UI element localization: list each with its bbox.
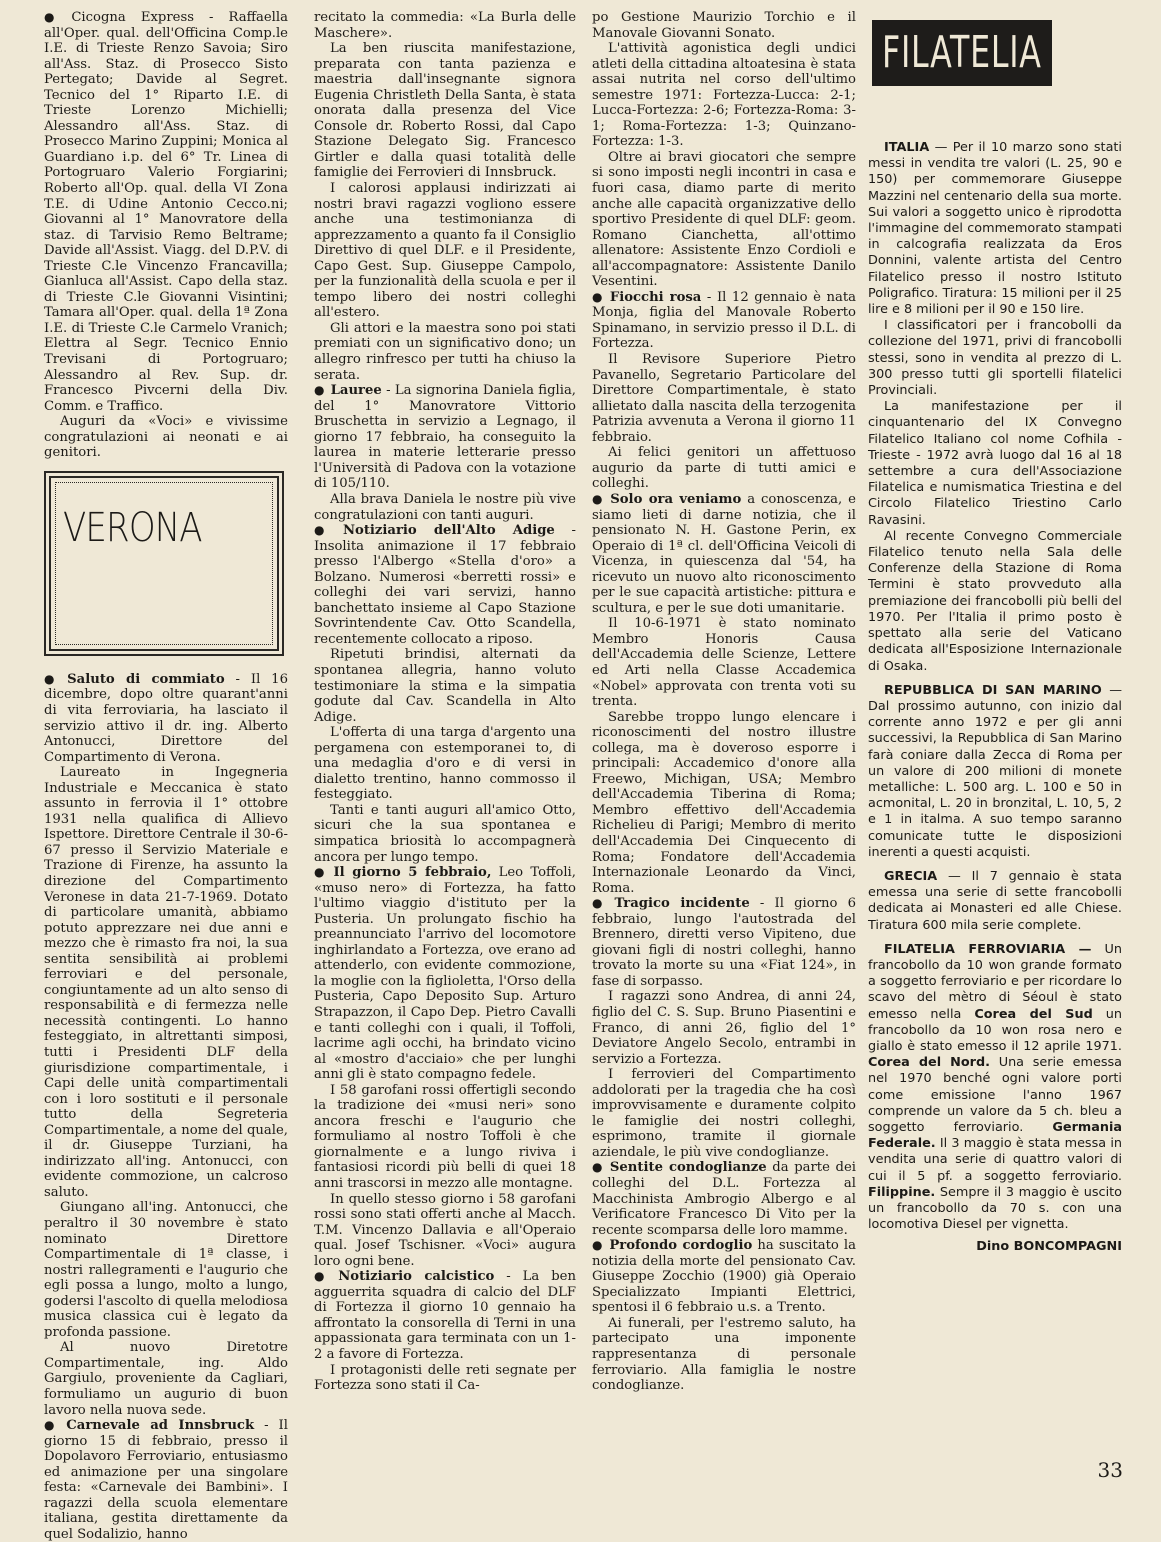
item-heading: Solo ora veniamo — [610, 491, 742, 507]
bullet-icon: ● — [592, 491, 605, 506]
paragraph: I classificatori per i francobolli da collezione del 1971, privi di francobolli stessi, sono in vendita al prezzo di L. 300 presso tutti gli sportelli filatelici Provinciali. — [868, 318, 1122, 399]
paragraph — [44, 10, 288, 414]
paragraph: Auguri da «Voci» e vivissime congratulazioni ai neonati e ai genitori. — [44, 414, 288, 461]
item-heading: Fiocchi rosa — [609, 289, 702, 305]
paragraph — [868, 683, 1122, 861]
paragraph-text: — Il 7 gennaio è stata emessa una serie di sette francobolli dedicata ai Monasteri ed alle Chiese. Tiratura 600 mila serie complete. — [868, 868, 1122, 933]
paragraph-text: a conoscenza, e siamo lieti di darne notizia, che il pensionato N. H. Gastone Perin, ex Operaio di 1ª cl. dell'Officina Veicoli di Vicenza, in quiescenza dal '54, ha ricevuto un nuovo alto riconoscimento per le sue capacità artistiche: pittura e scultura, e per le sue doti umanitarie. — [592, 491, 856, 616]
paragraph — [592, 1160, 856, 1238]
paragraph-text: - Il giorno 15 di febbraio, presso il Dopolavoro Ferroviario, entusiasmo ed animazione per una singolare festa: «Carnevale dei Bambini». I ragazzi della scuola elementare italiana, gestita direttamente da quel Sodalizio, hanno — [44, 1418, 288, 1542]
paragraph-text: Leo Toffoli, «muso nero» di Fortezza, ha fatto l'ultimo viaggio d'istituto per la Pusteria. Un prolungato fischio ha preannunciato l'arrivo del locomotore inghirlandato a Fortezza, ove erano ad attenderlo, con evidente commozione, la moglie con la figlioletta, l'Orso della Pusteria, Capo Deposito Sup. Arturo Strapazzon, il Capo Dep. Pietro Cavalli e tanti colleghi con i quali, il Toffoli, lacrime agli occhi, ha brindato vicino al «mostro d'acciaio» che per lunghi anni gli è stato compagno fedele. — [314, 865, 576, 1083]
paragraph-text: - Il giorno 6 febbraio, lungo l'autostrada del Brennero, diretti verso Vipiteno, due giovani figli di nostri colleghi, hanno trovato la morte su una «Fiat 124», in fase di sorpasso. — [592, 896, 856, 989]
bullet-icon: ● — [592, 1160, 604, 1175]
item-heading: GRECIA — [884, 868, 938, 884]
paragraph — [44, 1418, 288, 1542]
paragraph: La manifestazione per il cinquantenario del IX Convegno Filatelico Italiano col nome Cofhila - Trieste - 1972 avrà luogo dal 16 al 18 settembre a cura dell'Associazione Filatelica e numismatica Triestina e del Circolo Filatelico Triestino Carlo Ravasini. — [868, 399, 1122, 528]
bullet-icon: ● — [44, 1418, 61, 1433]
column-3 — [592, 10, 856, 1394]
item-heading: FILATELIA FERROVIARIA — — [884, 941, 1092, 957]
paragraph: Oltre ai bravi giocatori che sempre si sono imposti negli incontri in casa e fuori casa, diamo parte di merito anche alle capacità organizzative dello sportivo Presidente di quel DLF: geom. Romano Cianchetta, all'ottimo allenatore: Assistente Enzo Cordioli e all'accompagnatore: Assistente Danilo Vesentini. — [592, 149, 856, 290]
paragraph-text: - La signorina Daniela figlia, del 1° Manovratore Vittorio Bruschetta in servizio a Legnago, il giorno 17 febbraio, ha conseguito la laurea in materie letterarie presso l'Università di Padova con la votazione di 105/110. — [314, 383, 576, 492]
paragraph-text: - Il 12 gennaio è nata Monja, figlia del Manovale Roberto Spinamano, in servizio presso il D.L. di Fortezza. — [592, 289, 856, 352]
paragraph: I 58 garofani rossi offertigli secondo la tradizione dei «musi neri» sono ancora freschi e l'augurio che formuliamo al nostro Toffoli è che giornalmente e a lungo riviva i fantasiosi ricordi più belli di quei 18 anni trascorsi in mezzo alle montagne. — [314, 1082, 576, 1192]
item-heading: Notiziario dell'Alto Adige — [342, 523, 555, 539]
paragraph — [314, 1269, 576, 1362]
paragraph-text: - La ben agguerrita squadra di calcio del DLF di Fortezza il giorno 10 gennaio ha affrontato la consorella di Terni in una appassionata gara terminata con un 1-2 a favore di Fortezza. — [314, 1269, 576, 1363]
paragraph: Al recente Convegno Commerciale Filatelico tenuto nella Sala delle Conferenze della Stazione di Roma Termini è stato provveduto alla premiazione dei francobolli più belli del 1970. Per l'Italia il primo posto è spettato alla serie del Vaticano dedicata all'Esposizione Internazionale di Osaka. — [868, 528, 1122, 674]
author-signature: Dino BONCOMPAGNI — [976, 1239, 1122, 1255]
paragraph: Ai funerali, per l'estremo saluto, ha partecipato una imponente rappresentanza di personale ferroviario. Alla famiglia le nostre condoglianze. — [592, 1315, 856, 1394]
paragraph: Ripetuti brindisi, alternati da spontanea allegria, hanno voluto testimoniare la stima e la simpatia godute dal Cav. Scandella in Alto Adige. — [314, 647, 576, 725]
paragraph: L'offerta di una targa d'argento una pergamena con estemporanei to, di una medaglia d'oro e di versi in dialetto trentino, hanno commosso il festeggiato. — [314, 725, 576, 803]
bullet-icon: ● — [592, 289, 604, 304]
paragraph — [592, 896, 856, 989]
paragraph: I ragazzi sono Andrea, di anni 24, figlio del C. S. Sup. Bruno Piasentini e Franco, di anni 26, figlio del 1° Deviatore Angelo Secolo, entrambi in servizio a Fortezza. — [592, 989, 856, 1067]
paragraph: In quello stesso giorno i 58 garofani rossi sono stati offerti anche al Macch. T.M. Vincenzo Dallavia e all'Operaio qual. Josef Tschisner. «Voci» augura loro ogni bene. — [314, 1191, 576, 1269]
paragraph — [592, 492, 856, 616]
item-heading: Notiziario calcistico — [338, 1269, 495, 1285]
bullet-icon: ● — [314, 1269, 333, 1284]
column-4 — [868, 140, 1122, 1256]
paragraph — [44, 672, 288, 765]
paragraph-text: un francobollo da 10 won rosa nero e giallo è stato emesso il 12 aprile 1971. — [868, 1006, 1122, 1054]
paragraph-text: Cicogna Express - Raffaella all'Oper. qual. dell'Officina Comp.le I.E. di Trieste Renzo Savoia; Siro all'Ass. Staz. di Prosecco Sisto Pertegato; Davide al Segret. Tecnico del 1° Riparto I.E. di Trieste Lorenzo Michielli; Alessandro all'Ass. Staz. di Prosecco Marino Zuppini; Monica al Guardiano i.p. del 6° Tr. Linea di Portogruaro Valerio Forgiarini; Roberto all'Op. qual. della VI Zona T.E. di Udine Antonio Cecco.ni; Giovanni al 1° Manovratore della staz. di Tarvisio Remo Beltrame; Davide all'Assist. Viagg. del D.P.V. di Trieste C.le Vincenzo Francavilla; Gianluca all'Assist. Capo della staz. di Trieste C.le Giovanni Visintini; Tamara all'Oper. qual. della 1ª Zona I.E. di Trieste C.le Carmelo Vranich; Elettra al Segr. Tecnico Ennio Trevisani di Portogruaro; Alessandro al Rev. Sup. dr. Francesco Pivcerni della Div. Comm. e Traffico. — [44, 10, 288, 414]
paragraph: Laureato in Ingegneria Industriale e Meccanica è stato assunto in ferrovia il 1° ottobre 1931 nella qualifica di Allievo Ispettore. Direttore Centrale il 30-6-67 presso il Servizio Materiale e Trazione di Firenze, ha assunto la direzione del Compartimento Veronese in data 21-7-1969. Dotato di particolare umanità, abbiamo potuto apprezzare nei due anni e mezzo che è rimasto fra noi, la sua sentita sensibilità ai problemi ferroviari e del personale, congiuntamente ad un alto senso di responsabilità e di fermezza nelle necessità contingenti. Lo hanno festeggiato, in altrettanti simposi, tutti i Presidenti DLF della giurisdizione compartimentale, i Capi delle unità compartimentali con i loro sostituti e il personale tutto della Segreteria Compartimentale, a nome del quale, il dr. Giuseppe Turziani, ha indirizzato all'ing. Antonucci, con evidente commozione, un calcroso saluto. — [44, 765, 288, 1200]
country-name: Filippine. — [868, 1184, 936, 1200]
paragraph — [314, 383, 576, 492]
item-heading: ITALIA — [884, 140, 930, 155]
paragraph-text: ha suscitato la notizia della morte del pensionato Cav. Giuseppe Zocchio (1900) già Operaio Specializzato Impianti Elettrici, spentosi il 6 febbraio u.s. a Trento. — [592, 1238, 856, 1316]
country-name: Corea del Sud — [974, 1006, 1093, 1022]
bullet-icon: ● — [314, 523, 337, 538]
paragraph: Giungano all'ing. Antonucci, che peraltro il 30 novembre è stato nominato Direttore Compartimentale di 1ª classe, i nostri rallegramenti e l'augurio che egli possa a lungo, molto a lungo, godersi l'ascolto di quella melodiosa musica classica cui è legato da profonda passione. — [44, 1200, 288, 1340]
paragraph: Il Revisore Superiore Pietro Pavanello, Segretario Particolare del Direttore Compartimentale, è stato allietato dalla nascita della terzogenita Patrizia avvenuta a Verona il giorno 11 febbraio. — [592, 352, 856, 445]
bullet-icon: ● — [592, 896, 609, 911]
paragraph: recitato la commedia: «La Burla delle Maschere». — [314, 10, 576, 41]
paragraph: I protagonisti delle reti segnate per Fortezza sono stati il Ca- — [314, 1362, 576, 1394]
paragraph-text: da parte dei colleghi del D.L. Fortezza al Macchinista Ambrogio Albergo e al Verificatore Francesco Di Vito per la recente scomparsa delle loro mamme. — [592, 1160, 856, 1238]
country-name: Corea del Nord. — [868, 1055, 991, 1071]
paragraph-text: - Insolita animazione il 17 febbraio presso l'Albergo «Stella d'oro» a Bolzano. Numerosi «berretti rossi» e colleghi dei vari servizi, hanno banchettato insieme al Capo Stazione Sovrintendente Cav. Otto Scandella, recentemente collocato a riposo. — [314, 523, 576, 647]
paragraph — [592, 290, 856, 352]
paragraph: po Gestione Maurizio Torchio e il Manovale Giovanni Sonato. — [592, 10, 856, 41]
paragraph — [592, 1238, 856, 1316]
item-heading: Lauree — [330, 383, 382, 399]
section-title: FILATELIA — [882, 27, 1042, 78]
paragraph-text: Sempre il 3 maggio è uscito un francobollo da 70 s. con una locomotiva Diesel per vignetta. — [868, 1184, 1122, 1233]
item-heading: Sentite condoglianze — [609, 1160, 767, 1176]
item-heading: Saluto di commiato — [67, 671, 225, 687]
paragraph: I ferrovieri del Compartimento addolorati per la tragedia che ha così improvvisamente e duramente colpito le famiglie dei nostri colleghi, esprimono, tramite il giornale aziendale, le più vive condoglianze. — [592, 1067, 856, 1160]
paragraph: L'attività agonistica degli undici atleti della cittadina altoatesina è stata assai nutrita nel corso dell'ultimo semestre 1971: Fortezza-Lucca: 2-1; Lucca-Fortezza: 2-6; Fortezza-Roma: 3-1; Roma-Fortezza: 1-3; Quinzano-Fortezza: 1-3. — [592, 41, 856, 150]
verona-section-header — [44, 471, 284, 656]
item-heading: Tragico incidente — [614, 896, 750, 912]
paragraph-text: Un francobollo da 10 won grande formato a soggetto ferroviario e per ricordare lo scavo del mètro di Séoul è stato emesso nella — [868, 941, 1122, 1022]
paragraph: Gli attori e la maestra sono poi stati premiati con un significativo dono; un allegro rinfresco per tutti ha chiuso la serata. — [314, 320, 576, 383]
filatelia-section-header — [872, 20, 1052, 86]
bullet-icon: ● — [314, 865, 328, 880]
paragraph: Al nuovo Diretotre Compartimentale, ing. Aldo Gargiulo, proveniente da Cagliari, formuliamo un augurio di buon lavoro nella nuova sede. — [44, 1340, 288, 1418]
page-number: 33 — [1097, 1458, 1123, 1482]
paragraph: Alla brava Daniela le nostre più vive congratulazioni con tanti auguri. — [314, 491, 576, 523]
item-heading: Il giorno 5 febbraio, — [333, 865, 492, 881]
paragraph-text: Il 3 maggio è stata messa in vendita una serie di quattro valori di cui il 5 pf. a soggetto ferroviario. — [868, 1136, 1122, 1184]
paragraph — [868, 869, 1122, 934]
column-1 — [44, 10, 288, 1542]
paragraph: Ai felici genitori un affettuoso augurio da parte di tutti amici e colleghi. — [592, 445, 856, 492]
item-heading: REPUBBLICA DI SAN MARINO — [884, 682, 1102, 698]
item-heading: Profondo cordoglio — [609, 1238, 753, 1254]
paragraph: I calorosi applausi indirizzati ai nostri bravi ragazzi vogliono essere anche una testimonianza di apprezzamento a quanto fa il Consiglio Direttivo di quel DLF. e il Presidente, Capo Gest. Sup. Giuseppe Campolo, per la funzionalità della scuola e per il tempo libero dei nostri colleghi all'estero. — [314, 181, 576, 321]
verona-title: VERONA — [63, 504, 202, 551]
bullet-icon: ● — [44, 671, 62, 686]
bullet-icon: ● — [44, 10, 66, 24]
paragraph-text: — Dal prossimo autunno, con inizio dal corrente anno 1972 e per gli anni successivi, la Repubblica di San Marino farà coniare dalla Zecca di Roma per un valore di 200 milioni di monete metalliche: L. 500 arg. L. 100 e 50 in acmonital, L. 20 in bronzital, L. 10, 5, 2 e 1 in italma. A suo tempo saranno comunicate tutte le disposizioni inerenti a questi acquisti. — [868, 682, 1122, 860]
paragraph-text: — Per il 10 marzo sono stati messi in vendita tre valori (L. 25, 90 e 150) per commemorare Giuseppe Mazzini nel centenario della sua morte. Sui valori a soggetto unico è riprodotta l'immagine del commemorato stampati in calcografia realizzata da Eros Donnini, valente artista del Centro Filatelico presso il nostro Istituto Poligrafico. Tiratura: 15 milioni per il 25 lire e 8 milioni per il 90 e 150 lire. — [868, 140, 1122, 318]
paragraph: Tanti e tanti auguri all'amico Otto, sicuri che la sua spontanea e simpatica briosità lo accompagnerà ancora per lungo tempo. — [314, 802, 576, 865]
paragraph: Sarebbe troppo lungo elencare i riconoscimenti del nostro illustre collega, ma è doveroso esporre i principali: Accademico d'onore alla Freewo, Michigan, USA; Membro dell'Accademia Tiberina di Roma; Membro effettivo dell'Accademia Richelieu di Parigi; Membro di merito dell'Accademia Dei Cinquecento di Roma; Fondatore dell'Accademia Internazionale Leonardo da Vinci, Roma. — [592, 709, 856, 896]
paragraph-text: Una serie emessa nel 1970 benché ogni valore porti come emissione l'anno 1967 comprende un valore da 5 ch. bleu a soggetto ferroviario. — [868, 1055, 1123, 1135]
column-2 — [314, 10, 576, 1394]
paragraph-text: - Il 16 dicembre, dopo oltre quarant'anni di vita ferroviaria, ha lasciato il servizio attivo il dr. ing. Alberto Antonucci, Direttore del Compartimento di Verona. — [44, 671, 288, 765]
paragraph — [868, 942, 1122, 1234]
paragraph: Il 10-6-1971 è stato nominato Membro Honoris Causa dell'Accademia delle Scienze, Lettere ed Arti nella Classe Accademica «Nobel» approvata con trenta voti su trenta. — [592, 616, 856, 710]
bullet-icon: ● — [592, 1238, 604, 1253]
bullet-icon: ● — [314, 383, 325, 398]
paragraph — [314, 523, 576, 647]
country-name: Germania Federale. — [868, 1119, 1122, 1152]
paragraph: La ben riuscita manifestazione, preparata con tanta pazienza e maestria dall'insegnante signora Eugenia Christleth Della Santa, è stata onorata dalla presenza del Vice Console dr. Roberto Rossi, dal Capo Stazione Delegato Sig. Francesco Girtler e dalla quasi totalità delle famiglie dei Ferrovieri di Innsbruck. — [314, 41, 576, 181]
paragraph — [868, 140, 1122, 318]
item-heading: Carnevale ad Innsbruck — [66, 1418, 255, 1434]
paragraph — [314, 865, 576, 1083]
